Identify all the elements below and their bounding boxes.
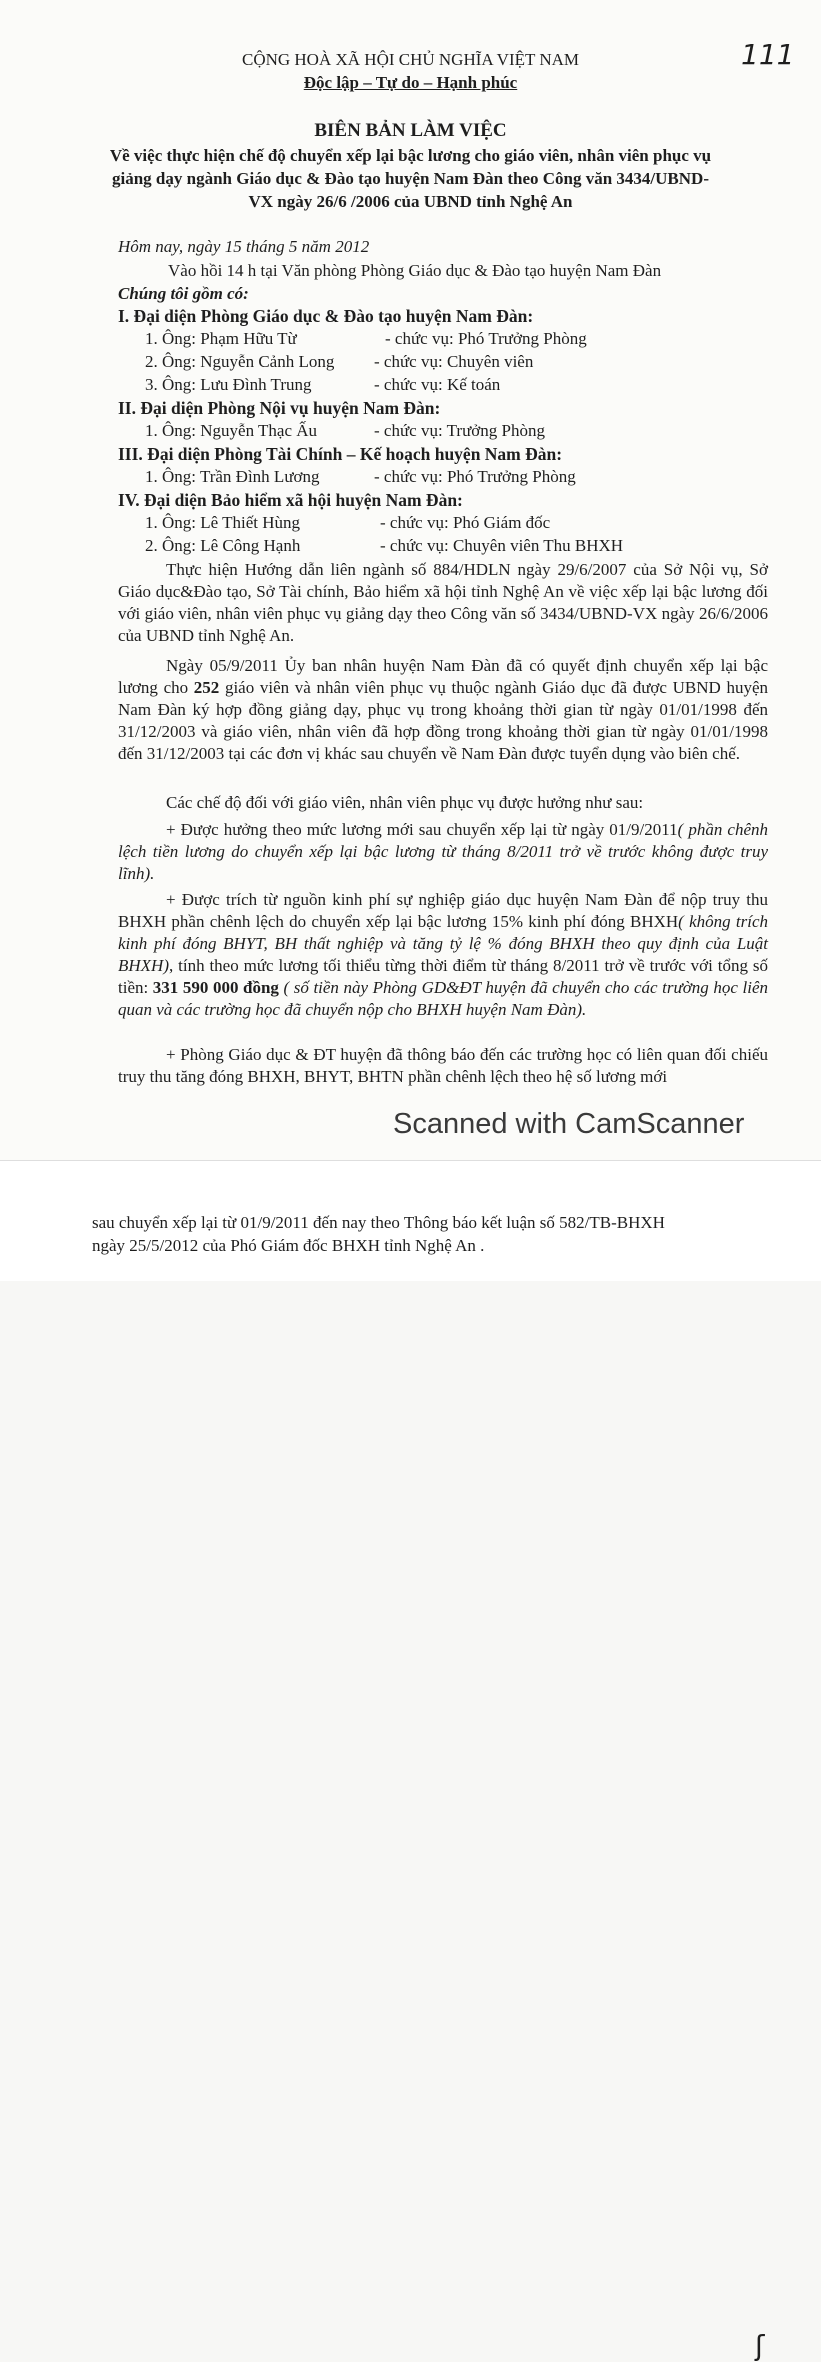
member-role: - chức vụ: Chuyên viên (374, 352, 534, 371)
document-page-2-fragment (0, 1160, 821, 2362)
handwritten-page-number: 111 (741, 38, 795, 71)
member-name: 2. Ông: Nguyễn Cảnh Long (145, 352, 335, 371)
teacher-count: 252 (193, 678, 220, 697)
continuation-line: sau chuyển xếp lại từ 01/9/2011 đến nay theo Thông báo kết luận số 582/TB-BHXH (92, 1213, 665, 1232)
handwritten-mark-icon: ʃ (755, 2329, 765, 2362)
member-role: - chức vụ: Phó Trưởng Phòng (385, 329, 587, 348)
member-name: 2. Ông: Lê Công Hạnh (145, 536, 301, 555)
member-name: 3. Ông: Lưu Đình Trung (145, 375, 312, 394)
member-name: 1. Ông: Nguyễn Thạc Ấu (145, 421, 318, 440)
national-motto: Độc lập – Tự do – Hạnh phúc (303, 73, 518, 92)
document-title: BIÊN BẢN LÀM VIỆC (314, 120, 507, 141)
national-header: CỘNG HOÀ XÃ HỘI CHỦ NGHĨA VIỆT NAM (241, 50, 579, 69)
members-heading: Chúng tôi gồm có: (118, 284, 249, 303)
paragraph-notice: + Phòng Giáo dục & ĐT huyện đã thông báo đến các trường học có liên quan đối chiếu truy thu tăng đóng BHXH, BHYT, BHTN phần chênh lệch theo hệ số lương mới (118, 1045, 768, 1086)
subtitle-line: giảng dạy ngành Giáo dục & Đào tạo huyện Nam Đàn theo Công văn 3434/UBND- (112, 169, 709, 188)
paragraph-benefit-insurance: + Được trích từ nguồn kinh phí sự nghiệp giáo dục huyện Nam Đàn để nộp truy thu BHXH phần chênh lệch do chuyển xếp lại bậc lương 15% kinh phí đóng BHXH( không trích kinh phí đóng BHYT, BH thất nghiệp và tăng tỷ lệ % đóng BHXH theo quy định của Luật BHXH), tính theo mức lương tối thiểu từng thời điểm từ tháng 8/2011 trở về trước với tổng số tiền: 331 590 000 đồng ( số tiền này Phòng GD&ĐT huyện đã chuyển cho các trường học liên quan và các trường học đã chuyển nộp cho BHXH huyện Nam Đàn). (118, 890, 768, 1019)
place-line: Vào hồi 14 h tại Văn phòng Phòng Giáo dục & Đào tạo huyện Nam Đàn (168, 261, 662, 280)
total-amount: 331 590 000 đồng (152, 978, 279, 997)
continuation-line: ngày 25/5/2012 của Phó Giám đốc BHXH tỉnh Nghệ An . (92, 1236, 485, 1255)
paragraph-benefit-salary: + Được hưởng theo mức lương mới sau chuyển xếp lại từ ngày 01/9/2011( phần chênh lệch tiền lương do chuyển xếp lại bậc lương từ tháng 8/2011 trở về trước không được truy lĩnh). (118, 820, 768, 883)
section-heading: III. Đại diện Phòng Tài Chính – Kế hoạch huyện Nam Đàn: (118, 444, 563, 464)
section-heading: II. Đại diện Phòng Nội vụ huyện Nam Đàn: (118, 398, 441, 418)
section-heading: I. Đại diện Phòng Giáo dục & Đào tạo huyện Nam Đàn: (118, 306, 534, 326)
paragraph-benefits-intro: Các chế độ đối với giáo viên, nhân viên phục vụ được hưởng như sau: (166, 793, 644, 812)
member-role: - chức vụ: Phó Giám đốc (380, 513, 551, 532)
member-name: 1. Ông: Lê Thiết Hùng (145, 513, 301, 532)
member-role: - chức vụ: Chuyên viên Thu BHXH (380, 536, 624, 555)
member-role: - chức vụ: Kế toán (374, 375, 501, 394)
camscanner-watermark: Scanned with CamScanner (393, 1108, 745, 1140)
section-heading: IV. Đại diện Bảo hiểm xã hội huyện Nam Đàn: (118, 490, 463, 510)
document-page-1 (0, 0, 821, 1160)
member-name: 1. Ông: Phạm Hữu Từ (145, 329, 297, 348)
member-role: - chức vụ: Trưởng Phòng (374, 421, 545, 440)
member-role: - chức vụ: Phó Trưởng Phòng (374, 467, 576, 486)
member-name: 1. Ông: Trần Đình Lương (145, 467, 320, 486)
paragraph-decision: Ngày 05/9/2011 Ủy ban nhân huyện Nam Đàn đã có quyết định chuyển xếp lại bậc lương cho 252 giáo viên và nhân viên phục vụ thuộc ngành Giáo dục đã được UBND huyện Nam Đàn ký hợp đồng giảng dạy, phục vụ trong khoảng thời gian từ ngày 01/01/1998 đến 31/12/2003 và giáo viên, nhân viên đã hợp đồng trong khoảng thời gian từ ngày 01/01/1998 đến 31/12/2003 tại các đơn vị khác sau chuyển về Nam Đàn được tuyển dụng vào biên chế. (118, 656, 768, 763)
date-line: Hôm nay, ngày 15 tháng 5 năm 2012 (118, 237, 370, 256)
subtitle-line: VX ngày 26/6 /2006 của UBND tỉnh Nghệ An (248, 192, 573, 211)
paragraph-guidance: Thực hiện Hướng dẫn liên ngành số 884/HDLN ngày 29/6/2007 của Sở Nội vụ, Sở Giáo dục&Đào tạo, Sở Tài chính, Bảo hiểm xã hội tỉnh Nghệ An về việc xếp lại bậc lương đối với giáo viên, nhân viên phục vụ giảng dạy theo Công văn số 3434/UBND-VX ngày 26/6/2006 của UBND tỉnh Nghệ An. (118, 560, 768, 645)
subtitle-line: Về việc thực hiện chế độ chuyển xếp lại bậc lương cho giáo viên, nhân viên phục vụ (109, 146, 712, 165)
